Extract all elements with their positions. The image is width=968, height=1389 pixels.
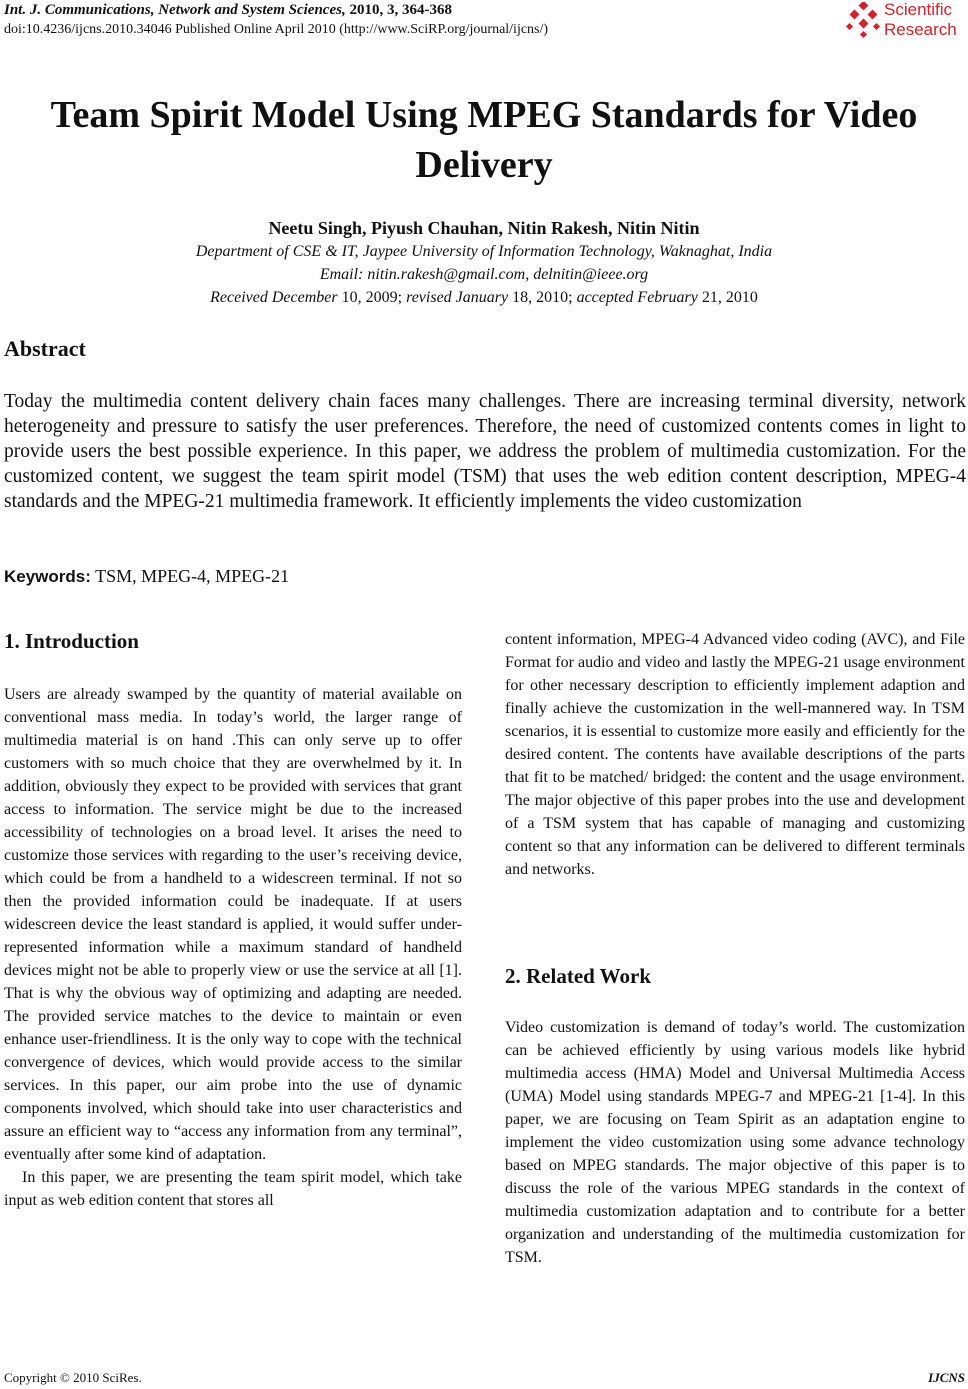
intro-paragraph-2-continued: content information, MPEG-4 Advanced video coding (AVC), and File Format for audio and video and lastly the MPEG-21 usage environment for other necessary description to efficiently implement adaption and finally achieve the customization in the well-mannered way. In TSM scenarios, it is essential to customize more easily and efficiently for the desired content. The contents have available descriptions of the parts that fit to be matched/ bridged: the content and the usage environment. The major objective of this paper probes into the use and development of a TSM system that has capable of managing and customizing content so that any information can be delivered to different terminals and networks.: [505, 631, 965, 878]
email-label: Email: [319, 266, 359, 283]
footer-copyright: Copyright © 2010 SciRes.: [4, 1370, 142, 1385]
email-line: [0, 266, 968, 284]
accepted-label: accepted February: [576, 289, 698, 306]
keywords-label: Keywords:: [4, 567, 91, 586]
keywords-value: TSM, MPEG-4, MPEG-21: [90, 566, 290, 586]
logo-line-1: Scientific: [884, 0, 953, 19]
journal-name: Int. J. Communications, Network and System Sciences,: [4, 2, 346, 18]
publisher-logo: [846, 0, 966, 44]
abstract-body: Today the multimedia content delivery chain faces many challenges. There are increasing terminal diversity, network heterogeneity and pressure to satisfy the user preferences. Therefore, the need of customized contents comes in light to provide users the best possible experience. In this paper, we address the problem of multimedia customization. For the customized content, we suggest the team spirit model (TSM) that uses the web edition content description, MPEG-4 standards and the MPEG-21 multimedia framework. It efficiently implements the video customization: [4, 391, 966, 512]
keywords-line: [4, 566, 289, 587]
paper-title: Team Spirit Model Using MPEG Standards for Video Delivery: [50, 94, 918, 186]
related-work-paragraph-1: Video customization is demand of today’s world. The customization can be achieved efficiently by using various models like hybrid multimedia access (HMA) Model and Universal Multimedia Access (UMA) Model using standards MPEG-7 and MPEG-21 [1-4]. In this paper, we are focusing on Team Spirit as an adaptation engine to implement the video customization using some advance technology based on MPEG standards. The major objective of this paper is to discuss the role of the various MPEG standards in the context of multimedia customization adaptation and to contribute for a better organization and understanding of the multimedia customization for TSM.: [505, 1019, 965, 1266]
accepted-date: 21, 2010: [697, 289, 758, 306]
received-date: 10, 2009;: [337, 289, 407, 306]
left-column: [4, 683, 462, 1212]
right-column-top: [505, 628, 965, 881]
revised-date: 18, 2010;: [508, 289, 577, 306]
author-list: Neetu Singh, Piyush Chauhan, Nitin Rakesh, Nitin Nitin: [268, 218, 700, 238]
section-heading-related-work: 2. Related Work: [505, 964, 652, 988]
abstract-heading: Abstract: [4, 336, 86, 361]
right-column-bottom: [505, 1016, 965, 1269]
logo-mark-icon: [846, 2, 882, 42]
affiliation: Department of CSE & IT, Jaypee University of Information Technology, Waknaghat, India: [195, 243, 773, 260]
logo-text: [884, 0, 957, 40]
intro-paragraph-1: Users are already swamped by the quantity of material available on conventional mass media. In today’s world, the larger range of multimedia material is on hand .This can only serve up to offer customers with so much choice that they are overwhelmed by it. In addition, obviously they expect to be provided with services that grant access to information. The service might be due to the increased accessibility of technologies on a broad level. It arises the need to customize those services with regarding to the user’s receiving device, which could be from a handheld to a widescreen terminal. If not so then the provided information could be inadequate. If at users widescreen device the least standard is applied, it would suffer under-represented information while a maximum standard of handheld devices might not be able to properly view or use the service at all [1]. That is why the obvious way of optimizing and adapting are needed. The provided service matches to the device to maintain or even enhance user-friendliness. It is the only way to cope with the technical convergence of devices, which would provide access to the similar services. In this paper, our aim probe into the use of dynamic components involved, which should take into user characteristics and assure an efficient way to “access any information from any terminal”, eventually after some kind of adaptation.: [4, 686, 462, 1163]
logo-line-2: Research: [884, 20, 957, 39]
revised-label: revised January: [406, 289, 509, 306]
intro-paragraph-2: In this paper, we are presenting the team spirit model, which take input as web edition content that stores all: [4, 1169, 462, 1209]
email-addresses: : nitin.rakesh@gmail.com, delnitin@ieee.org: [358, 266, 649, 283]
received-label: Received December: [210, 289, 338, 306]
journal-volume-pages: 2010, 3, 364-368: [345, 2, 452, 18]
footer-journal-abbr: IJCNS: [928, 1370, 965, 1385]
section-heading-introduction: 1. Introduction: [4, 629, 139, 653]
journal-citation: [4, 2, 452, 19]
doi-line: doi:10.4236/ijcns.2010.34046 Published Online April 2010 (http://www.SciRP.org/journal/ijcns/): [4, 22, 549, 37]
submission-dates: [0, 289, 968, 307]
